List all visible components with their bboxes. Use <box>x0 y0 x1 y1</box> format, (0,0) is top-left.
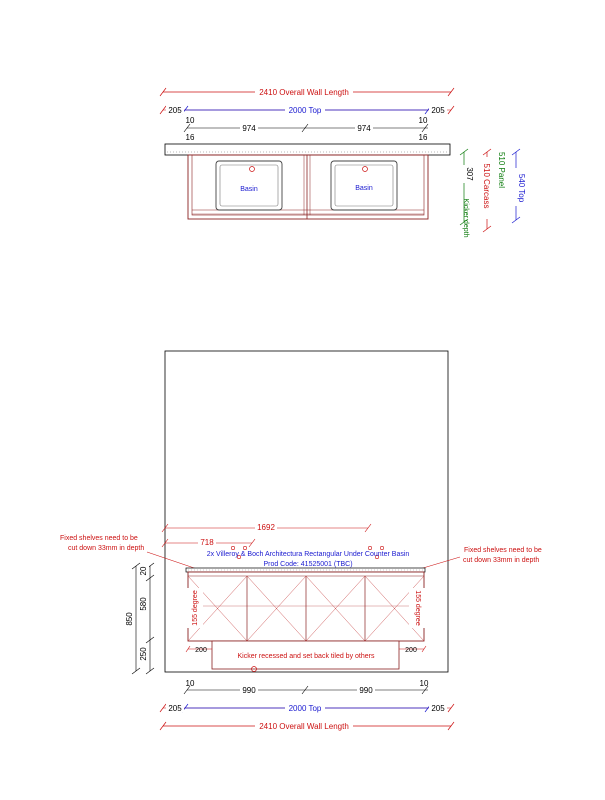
kicker-note: Kicker recessed and set back tiled by others <box>237 653 375 660</box>
plan-right-return-label: 205 <box>431 106 445 115</box>
elev-right-return-label: 205 <box>431 704 445 713</box>
elevation-overall-length-dim <box>160 720 454 731</box>
elevation-kicker <box>186 641 426 672</box>
plan-kicker-depth-label: Kicker depth <box>462 198 469 238</box>
plan-depth-carcass-label: 510 Carcass <box>482 163 491 209</box>
plan-depth-dims <box>459 149 526 238</box>
note-left-line2: cut down 33mm in depth <box>68 545 145 552</box>
height-kicker-label: 250 <box>139 647 148 661</box>
dim-1692-label: 1692 <box>257 523 275 532</box>
elev-overall-length-label: 2410 Overall Wall Length <box>259 722 349 731</box>
plan-left-end-label: 16 <box>185 133 195 142</box>
height-carcass-label: 580 <box>139 597 148 611</box>
elev-bay-left-label: 990 <box>242 686 256 695</box>
basin-spec-line2: Prod Code: 41525001 (TBC) <box>263 561 353 568</box>
elev-bay-right-label: 990 <box>359 686 373 695</box>
plan-top-width-label: 2000 Top <box>288 106 322 115</box>
plan-bay-right-label: 974 <box>357 124 371 133</box>
elevation-carcass <box>186 572 426 641</box>
plan-right-end-label: 16 <box>418 133 428 142</box>
note-left-line1: Fixed shelves need to be <box>60 535 138 542</box>
plan-basin-left-label: Basin <box>240 186 258 193</box>
plan-depth-panel-label: 510 Panel <box>497 151 506 189</box>
plan-left-return-label: 205 <box>168 106 182 115</box>
kicker-left-label: 200 <box>195 647 207 654</box>
basin-spec-line1: 2x Villeroy & Boch Architectura Rectangular Under Counter Basin <box>206 551 410 558</box>
plan-right-gap-label: 10 <box>418 116 428 125</box>
plan-overall-length-label: 2410 Overall Wall Length <box>259 88 349 97</box>
elevation-width-dims <box>162 522 371 547</box>
plan-basin-left <box>216 161 282 210</box>
elevation-top-dim <box>160 702 454 713</box>
plan-left-gap-label: 10 <box>185 116 195 125</box>
kicker-right-label: 200 <box>405 647 417 654</box>
elev-left-return-label: 205 <box>168 704 182 713</box>
note-right <box>413 547 542 571</box>
plan-top-dim <box>160 104 454 115</box>
plan-basin-right-label: Basin <box>355 185 373 192</box>
elev-top-width-label: 2000 Top <box>288 704 322 713</box>
elev-right-gap-label: 10 <box>419 679 429 688</box>
height-overall-label: 850 <box>125 612 134 626</box>
elevation-view <box>60 351 542 731</box>
plan-depth-top-label: 540 Top <box>517 173 526 203</box>
plan-countertop <box>165 144 450 155</box>
plan-bay-dim <box>184 116 428 142</box>
note-right-line2: cut down 33mm in depth <box>463 557 540 564</box>
elevation-height-dims <box>125 563 154 674</box>
plan-depth-kicker-label: 307 <box>465 167 474 181</box>
angle-left-label: 155 degree <box>192 590 199 626</box>
plan-overall-length-dim <box>160 86 454 97</box>
elevation-bay-dim <box>184 679 429 695</box>
note-left <box>60 535 203 571</box>
note-right-line1: Fixed shelves need to be <box>464 547 542 554</box>
elev-left-gap-label: 10 <box>185 679 195 688</box>
plan-basin-right <box>331 161 397 210</box>
dim-718-label: 718 <box>200 538 214 547</box>
plan-bay-left-label: 974 <box>242 124 256 133</box>
height-top-label: 20 <box>139 566 148 576</box>
plan-view <box>160 86 526 238</box>
angle-right-label: 155 degree <box>414 590 421 626</box>
